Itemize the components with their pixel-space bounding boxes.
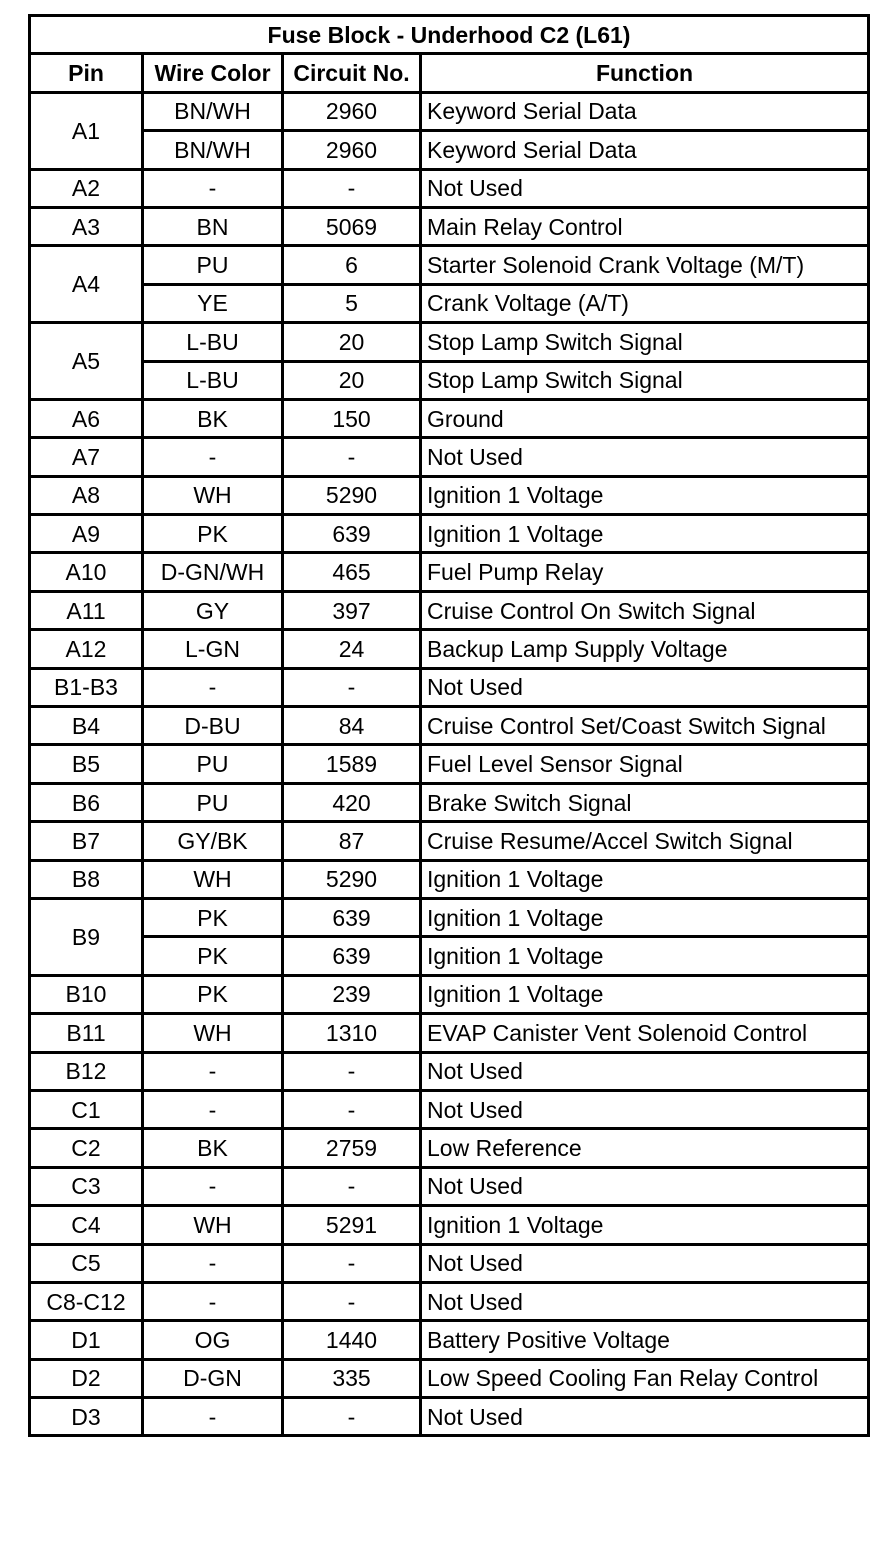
- circuit-no-cell: 5290: [283, 860, 421, 898]
- pin-cell: A9: [30, 515, 143, 553]
- wire-color-cell: L-GN: [143, 630, 283, 668]
- wire-color-cell: PK: [143, 898, 283, 936]
- wire-color-cell: PK: [143, 975, 283, 1013]
- wire-color-cell: PU: [143, 783, 283, 821]
- circuit-no-cell: -: [283, 1167, 421, 1205]
- circuit-no-cell: -: [283, 438, 421, 476]
- header-wire-color: Wire Color: [143, 54, 283, 92]
- pin-cell: A4: [30, 246, 143, 323]
- circuit-no-cell: 639: [283, 898, 421, 936]
- pin-cell: A8: [30, 476, 143, 514]
- table-row: [30, 1129, 869, 1167]
- wire-color-cell: BN: [143, 207, 283, 245]
- function-cell: Cruise Resume/Accel Switch Signal: [421, 822, 869, 860]
- pin-cell: D1: [30, 1321, 143, 1359]
- table-row: [30, 860, 869, 898]
- pin-cell: B8: [30, 860, 143, 898]
- function-cell: Low Speed Cooling Fan Relay Control: [421, 1359, 869, 1397]
- pin-cell: D2: [30, 1359, 143, 1397]
- table-row: [30, 361, 869, 399]
- wire-color-cell: L-BU: [143, 323, 283, 361]
- table-row: [30, 975, 869, 1013]
- wire-color-cell: PK: [143, 937, 283, 975]
- circuit-no-cell: 20: [283, 323, 421, 361]
- pin-cell: B4: [30, 707, 143, 745]
- function-cell: Backup Lamp Supply Voltage: [421, 630, 869, 668]
- table-row: [30, 399, 869, 437]
- circuit-no-cell: 335: [283, 1359, 421, 1397]
- wire-color-cell: -: [143, 1052, 283, 1090]
- circuit-no-cell: 5069: [283, 207, 421, 245]
- table-row: [30, 1398, 869, 1436]
- circuit-no-cell: 24: [283, 630, 421, 668]
- wire-color-cell: -: [143, 169, 283, 207]
- circuit-no-cell: 420: [283, 783, 421, 821]
- table-row: [30, 745, 869, 783]
- function-cell: Fuel Pump Relay: [421, 553, 869, 591]
- wire-color-cell: WH: [143, 1206, 283, 1244]
- table-row: [30, 169, 869, 207]
- function-cell: Not Used: [421, 1244, 869, 1282]
- function-cell: Main Relay Control: [421, 207, 869, 245]
- circuit-no-cell: -: [283, 1244, 421, 1282]
- function-cell: Ignition 1 Voltage: [421, 515, 869, 553]
- wire-color-cell: PK: [143, 515, 283, 553]
- title-row: [30, 16, 869, 54]
- pin-cell: A7: [30, 438, 143, 476]
- circuit-no-cell: 5: [283, 284, 421, 322]
- circuit-no-cell: 5290: [283, 476, 421, 514]
- function-cell: Ignition 1 Voltage: [421, 860, 869, 898]
- circuit-no-cell: 639: [283, 937, 421, 975]
- table-row: [30, 1052, 869, 1090]
- function-cell: Ignition 1 Voltage: [421, 476, 869, 514]
- function-cell: Not Used: [421, 1090, 869, 1128]
- pin-cell: D3: [30, 1398, 143, 1436]
- function-cell: Not Used: [421, 1282, 869, 1320]
- wire-color-cell: WH: [143, 476, 283, 514]
- function-cell: Stop Lamp Switch Signal: [421, 361, 869, 399]
- header-pin: Pin: [30, 54, 143, 92]
- pin-cell: B10: [30, 975, 143, 1013]
- wire-color-cell: BK: [143, 399, 283, 437]
- wire-color-cell: L-BU: [143, 361, 283, 399]
- wire-color-cell: YE: [143, 284, 283, 322]
- circuit-no-cell: 84: [283, 707, 421, 745]
- pin-cell: B11: [30, 1014, 143, 1052]
- table-row: [30, 937, 869, 975]
- function-cell: Crank Voltage (A/T): [421, 284, 869, 322]
- table-row: [30, 246, 869, 284]
- circuit-no-cell: -: [283, 169, 421, 207]
- pin-cell: C4: [30, 1206, 143, 1244]
- pin-cell: C2: [30, 1129, 143, 1167]
- pin-cell: A12: [30, 630, 143, 668]
- wire-color-cell: D-GN: [143, 1359, 283, 1397]
- circuit-no-cell: 239: [283, 975, 421, 1013]
- wire-color-cell: WH: [143, 860, 283, 898]
- pin-cell: B7: [30, 822, 143, 860]
- pin-cell: B9: [30, 898, 143, 975]
- circuit-no-cell: 1589: [283, 745, 421, 783]
- pin-cell: C5: [30, 1244, 143, 1282]
- circuit-no-cell: 20: [283, 361, 421, 399]
- header-circuit-no: Circuit No.: [283, 54, 421, 92]
- function-cell: Keyword Serial Data: [421, 131, 869, 169]
- table-row: [30, 515, 869, 553]
- wire-color-cell: -: [143, 438, 283, 476]
- pin-cell: B12: [30, 1052, 143, 1090]
- table-row: [30, 323, 869, 361]
- table-row: [30, 476, 869, 514]
- wire-color-cell: D-BU: [143, 707, 283, 745]
- header-row: [30, 54, 869, 92]
- circuit-no-cell: -: [283, 1090, 421, 1128]
- function-cell: Not Used: [421, 1052, 869, 1090]
- circuit-no-cell: 1440: [283, 1321, 421, 1359]
- table-row: [30, 1359, 869, 1397]
- circuit-no-cell: 2960: [283, 131, 421, 169]
- pin-cell: B1-B3: [30, 668, 143, 706]
- table-row: [30, 438, 869, 476]
- wire-color-cell: BN/WH: [143, 131, 283, 169]
- wire-color-cell: PU: [143, 745, 283, 783]
- function-cell: Brake Switch Signal: [421, 783, 869, 821]
- pin-cell: A5: [30, 323, 143, 400]
- table-row: [30, 553, 869, 591]
- circuit-no-cell: -: [283, 1398, 421, 1436]
- pin-cell: A3: [30, 207, 143, 245]
- pin-cell: C8-C12: [30, 1282, 143, 1320]
- function-cell: Cruise Control On Switch Signal: [421, 591, 869, 629]
- function-cell: Ground: [421, 399, 869, 437]
- circuit-no-cell: 2960: [283, 92, 421, 130]
- function-cell: Not Used: [421, 668, 869, 706]
- table-row: [30, 284, 869, 322]
- wire-color-cell: BN/WH: [143, 92, 283, 130]
- pin-cell: B5: [30, 745, 143, 783]
- function-cell: EVAP Canister Vent Solenoid Control: [421, 1014, 869, 1052]
- wire-color-cell: -: [143, 668, 283, 706]
- function-cell: Battery Positive Voltage: [421, 1321, 869, 1359]
- pin-cell: A2: [30, 169, 143, 207]
- circuit-no-cell: 639: [283, 515, 421, 553]
- circuit-no-cell: -: [283, 1282, 421, 1320]
- table-row: [30, 591, 869, 629]
- circuit-no-cell: 5291: [283, 1206, 421, 1244]
- wire-color-cell: GY/BK: [143, 822, 283, 860]
- circuit-no-cell: 465: [283, 553, 421, 591]
- wire-color-cell: D-GN/WH: [143, 553, 283, 591]
- circuit-no-cell: 150: [283, 399, 421, 437]
- pinout-table: [28, 14, 870, 1437]
- table-row: [30, 898, 869, 936]
- function-cell: Not Used: [421, 1398, 869, 1436]
- function-cell: Low Reference: [421, 1129, 869, 1167]
- function-cell: Starter Solenoid Crank Voltage (M/T): [421, 246, 869, 284]
- pin-cell: A6: [30, 399, 143, 437]
- table-row: [30, 1206, 869, 1244]
- table-row: [30, 668, 869, 706]
- table-row: [30, 131, 869, 169]
- table-row: [30, 1090, 869, 1128]
- wire-color-cell: BK: [143, 1129, 283, 1167]
- table-row: [30, 630, 869, 668]
- circuit-no-cell: 1310: [283, 1014, 421, 1052]
- table-row: [30, 822, 869, 860]
- circuit-no-cell: 87: [283, 822, 421, 860]
- function-cell: Ignition 1 Voltage: [421, 1206, 869, 1244]
- table-title: Fuse Block - Underhood C2 (L61): [30, 16, 869, 54]
- wire-color-cell: PU: [143, 246, 283, 284]
- table-row: [30, 207, 869, 245]
- circuit-no-cell: -: [283, 1052, 421, 1090]
- table-row: [30, 1321, 869, 1359]
- wire-color-cell: WH: [143, 1014, 283, 1052]
- function-cell: Ignition 1 Voltage: [421, 898, 869, 936]
- table-row: [30, 1014, 869, 1052]
- wire-color-cell: OG: [143, 1321, 283, 1359]
- table-row: [30, 783, 869, 821]
- wire-color-cell: -: [143, 1167, 283, 1205]
- table-row: [30, 92, 869, 130]
- circuit-no-cell: 6: [283, 246, 421, 284]
- wire-color-cell: GY: [143, 591, 283, 629]
- pin-cell: A11: [30, 591, 143, 629]
- wire-color-cell: -: [143, 1398, 283, 1436]
- table-row: [30, 1282, 869, 1320]
- pin-cell: C1: [30, 1090, 143, 1128]
- circuit-no-cell: 397: [283, 591, 421, 629]
- function-cell: Not Used: [421, 169, 869, 207]
- function-cell: Cruise Control Set/Coast Switch Signal: [421, 707, 869, 745]
- wire-color-cell: -: [143, 1090, 283, 1128]
- pin-cell: A1: [30, 92, 143, 169]
- header-function: Function: [421, 54, 869, 92]
- table-body: [30, 92, 869, 1436]
- wire-color-cell: -: [143, 1282, 283, 1320]
- circuit-no-cell: 2759: [283, 1129, 421, 1167]
- circuit-no-cell: -: [283, 668, 421, 706]
- wire-color-cell: -: [143, 1244, 283, 1282]
- function-cell: Not Used: [421, 1167, 869, 1205]
- table-row: [30, 1244, 869, 1282]
- function-cell: Ignition 1 Voltage: [421, 937, 869, 975]
- function-cell: Fuel Level Sensor Signal: [421, 745, 869, 783]
- function-cell: Not Used: [421, 438, 869, 476]
- table-row: [30, 1167, 869, 1205]
- table-row: [30, 707, 869, 745]
- function-cell: Ignition 1 Voltage: [421, 975, 869, 1013]
- pin-cell: B6: [30, 783, 143, 821]
- function-cell: Keyword Serial Data: [421, 92, 869, 130]
- pin-cell: A10: [30, 553, 143, 591]
- pin-cell: C3: [30, 1167, 143, 1205]
- function-cell: Stop Lamp Switch Signal: [421, 323, 869, 361]
